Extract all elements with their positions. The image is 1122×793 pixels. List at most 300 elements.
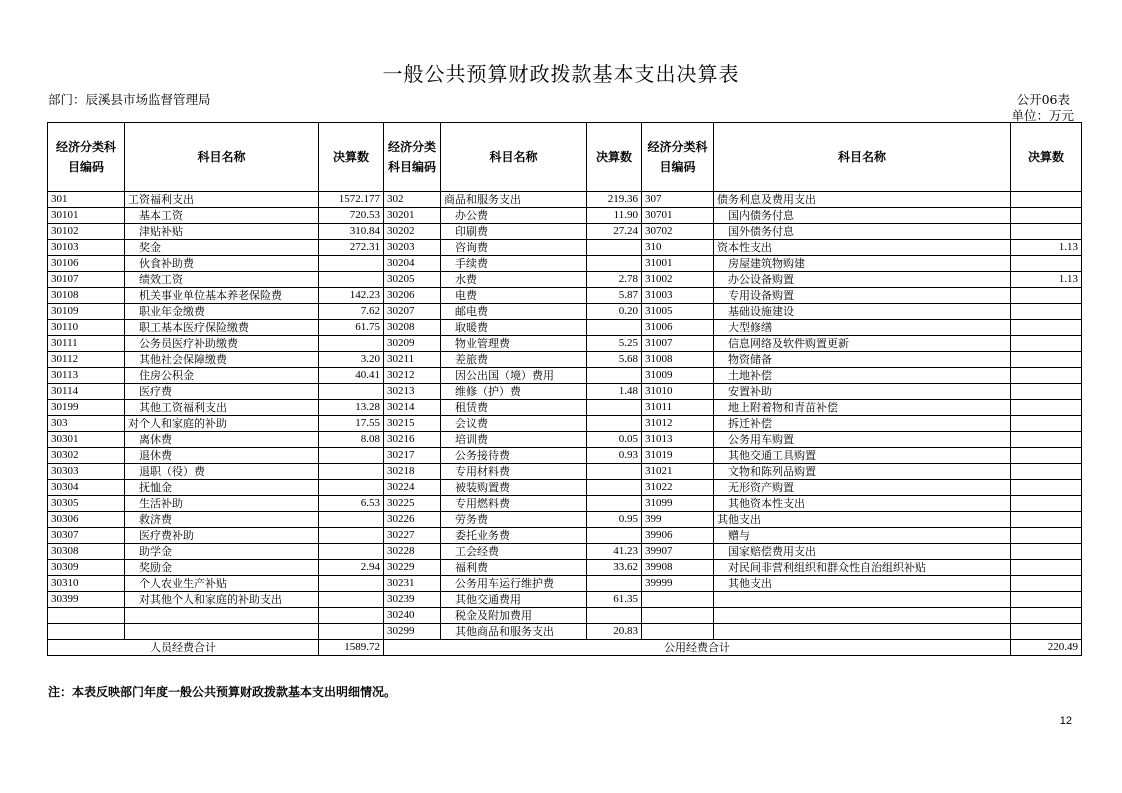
amount-cell [1011,192,1082,208]
name-cell: 邮电费 [441,304,587,320]
totals-row [48,640,1082,656]
name-cell: 津贴补贴 [125,224,319,240]
amount-cell [319,576,384,592]
amount-cell [319,608,384,624]
header-name-3: 科目名称 [714,123,1011,192]
name-cell: 福利费 [441,560,587,576]
table-row [48,512,1082,528]
name-cell: 机关事业单位基本养老保险费 [125,288,319,304]
page-title: 一般公共预算财政拨款基本支出决算表 [382,62,740,86]
unit-label: 单位：万元 [1011,108,1074,123]
name-cell: 培训费 [441,432,587,448]
name-cell [714,592,1011,608]
name-cell: 因公出国（境）费用 [441,368,587,384]
name-cell: 赠与 [714,528,1011,544]
amount-cell: 1.48 [587,384,642,400]
name-cell: 公务用车购置 [714,432,1011,448]
code-cell: 30206 [384,288,441,304]
code-cell: 30213 [384,384,441,400]
name-cell: 其他商品和服务支出 [441,624,587,640]
amount-cell [1011,544,1082,560]
name-cell [125,608,319,624]
name-cell: 地上附着物和青苗补偿 [714,400,1011,416]
table-row [48,256,1082,272]
name-cell: 工会经费 [441,544,587,560]
name-cell: 水费 [441,272,587,288]
amount-cell: 219.36 [587,192,642,208]
name-cell: 伙食补助费 [125,256,319,272]
code-cell: 30701 [642,208,714,224]
page-number: 12 [1059,715,1072,727]
amount-cell [1011,624,1082,640]
name-cell: 工资福利支出 [125,192,319,208]
code-cell: 302 [384,192,441,208]
code-cell [48,624,125,640]
code-cell: 30240 [384,608,441,624]
name-cell: 国家赔偿费用支出 [714,544,1011,560]
code-cell: 31008 [642,352,714,368]
amount-cell: 40.41 [319,368,384,384]
code-cell: 30309 [48,560,125,576]
name-cell: 医疗费 [125,384,319,400]
code-cell: 31013 [642,432,714,448]
name-cell: 生活补助 [125,496,319,512]
amount-cell: 720.53 [319,208,384,224]
amount-cell: 5.68 [587,352,642,368]
amount-cell: 61.35 [587,592,642,608]
name-cell: 差旅费 [441,352,587,368]
table-row [48,288,1082,304]
table-row [48,192,1082,208]
code-cell: 30303 [48,464,125,480]
amount-cell: 7.62 [319,304,384,320]
amount-cell [319,592,384,608]
code-cell: 30211 [384,352,441,368]
name-cell: 劳务费 [441,512,587,528]
header-code-2: 经济分类科目编码 [384,123,441,192]
amount-cell [1011,224,1082,240]
amount-cell [1011,480,1082,496]
code-cell: 30113 [48,368,125,384]
amount-cell [587,464,642,480]
code-cell: 30111 [48,336,125,352]
name-cell: 拆迁补偿 [714,416,1011,432]
code-cell: 30702 [642,224,714,240]
name-cell: 专用燃料费 [441,496,587,512]
name-cell: 其他社会保障缴费 [125,352,319,368]
amount-cell [1011,336,1082,352]
code-cell: 30201 [384,208,441,224]
amount-cell [319,256,384,272]
amount-cell [319,512,384,528]
code-cell: 30102 [48,224,125,240]
code-cell: 30305 [48,496,125,512]
code-cell: 31010 [642,384,714,400]
footnote: 注：本表反映部门年度一般公共预算财政拨款基本支出明细情况。 [48,685,397,699]
code-cell: 30199 [48,400,125,416]
amount-cell: 3.20 [319,352,384,368]
name-cell: 其他交通工具购置 [714,448,1011,464]
table-row [48,272,1082,288]
name-cell: 抚恤金 [125,480,319,496]
name-cell: 取暖费 [441,320,587,336]
table-row [48,448,1082,464]
amount-cell: 5.87 [587,288,642,304]
code-cell: 30304 [48,480,125,496]
name-cell: 对个人和家庭的补助 [125,416,319,432]
name-cell: 房屋建筑物购建 [714,256,1011,272]
name-cell: 手续费 [441,256,587,272]
table-row [48,528,1082,544]
amount-cell: 11.90 [587,208,642,224]
name-cell: 办公费 [441,208,587,224]
code-cell: 30224 [384,480,441,496]
code-cell: 30306 [48,512,125,528]
name-cell: 国外债务付息 [714,224,1011,240]
amount-cell: 6.53 [319,496,384,512]
name-cell [714,608,1011,624]
expenditure-table [47,122,1082,656]
code-cell: 30103 [48,240,125,256]
code-cell: 30302 [48,448,125,464]
amount-cell: 8.08 [319,432,384,448]
public-total-label: 公用经费合计 [384,640,1011,656]
code-cell: 30101 [48,208,125,224]
code-cell: 30208 [384,320,441,336]
name-cell: 专用材料费 [441,464,587,480]
amount-cell [1011,352,1082,368]
amount-cell [587,256,642,272]
table-row [48,352,1082,368]
code-cell: 30307 [48,528,125,544]
amount-cell [587,240,642,256]
code-cell: 30209 [384,336,441,352]
amount-cell: 2.78 [587,272,642,288]
name-cell: 奖金 [125,240,319,256]
amount-cell [1011,608,1082,624]
code-cell: 307 [642,192,714,208]
code-cell: 31099 [642,496,714,512]
name-cell: 其他资本性支出 [714,496,1011,512]
header-code-1: 经济分类科目编码 [48,123,125,192]
table-row [48,304,1082,320]
amount-cell [319,272,384,288]
amount-cell: 142.23 [319,288,384,304]
name-cell: 基础设施建设 [714,304,1011,320]
name-cell: 住房公积金 [125,368,319,384]
code-cell: 30212 [384,368,441,384]
amount-cell [319,480,384,496]
code-cell: 30310 [48,576,125,592]
amount-cell [319,624,384,640]
amount-cell [587,496,642,512]
header-amount-2: 决算数 [587,123,642,192]
code-cell: 31021 [642,464,714,480]
name-cell: 办公设备购置 [714,272,1011,288]
name-cell: 专用设备购置 [714,288,1011,304]
amount-cell: 33.62 [587,560,642,576]
code-cell: 30301 [48,432,125,448]
code-cell: 30225 [384,496,441,512]
name-cell: 印刷费 [441,224,587,240]
name-cell: 救济费 [125,512,319,528]
name-cell: 职工基本医疗保险缴费 [125,320,319,336]
code-cell: 30109 [48,304,125,320]
code-cell: 39908 [642,560,714,576]
amount-cell [319,528,384,544]
amount-cell [587,320,642,336]
table-row [48,400,1082,416]
code-cell: 30205 [384,272,441,288]
amount-cell: 0.20 [587,304,642,320]
code-cell: 30229 [384,560,441,576]
table-row [48,624,1082,640]
table-row [48,544,1082,560]
table-row [48,368,1082,384]
code-cell: 310 [642,240,714,256]
amount-cell: 0.93 [587,448,642,464]
code-cell: 31009 [642,368,714,384]
amount-cell: 1572.177 [319,192,384,208]
amount-cell [587,608,642,624]
code-cell: 30207 [384,304,441,320]
amount-cell [319,544,384,560]
name-cell: 奖励金 [125,560,319,576]
code-cell: 30231 [384,576,441,592]
code-cell: 39906 [642,528,714,544]
name-cell: 基本工资 [125,208,319,224]
name-cell: 被装购置费 [441,480,587,496]
code-cell: 30203 [384,240,441,256]
code-cell: 30204 [384,256,441,272]
code-cell: 39999 [642,576,714,592]
table-row [48,560,1082,576]
table-row [48,224,1082,240]
name-cell: 安置补助 [714,384,1011,400]
amount-cell: 1.13 [1011,272,1082,288]
name-cell: 对民间非营利组织和群众性自治组织补贴 [714,560,1011,576]
table-row [48,240,1082,256]
amount-cell [1011,304,1082,320]
code-cell: 31006 [642,320,714,336]
code-cell: 30110 [48,320,125,336]
name-cell: 其他工资福利支出 [125,400,319,416]
name-cell [714,624,1011,640]
amount-cell [587,400,642,416]
header-name-2: 科目名称 [441,123,587,192]
code-cell: 30217 [384,448,441,464]
amount-cell: 61.75 [319,320,384,336]
amount-cell: 1.13 [1011,240,1082,256]
amount-cell: 13.28 [319,400,384,416]
code-cell: 31012 [642,416,714,432]
name-cell: 信息网络及软件购置更新 [714,336,1011,352]
amount-cell: 0.95 [587,512,642,528]
amount-cell [1011,528,1082,544]
code-cell: 30114 [48,384,125,400]
name-cell: 个人农业生产补贴 [125,576,319,592]
table-row [48,416,1082,432]
name-cell: 税金及附加费用 [441,608,587,624]
code-cell: 31005 [642,304,714,320]
code-cell [642,624,714,640]
code-cell [48,608,125,624]
code-cell: 30107 [48,272,125,288]
amount-cell [1011,432,1082,448]
code-cell: 399 [642,512,714,528]
name-cell: 退休费 [125,448,319,464]
code-cell: 31007 [642,336,714,352]
table-row [48,608,1082,624]
code-cell: 39907 [642,544,714,560]
table-row [48,496,1082,512]
amount-cell [587,416,642,432]
amount-cell: 5.25 [587,336,642,352]
amount-cell [1011,560,1082,576]
name-cell: 委托业务费 [441,528,587,544]
table-row [48,384,1082,400]
name-cell: 对其他个人和家庭的补助支出 [125,592,319,608]
table-row [48,576,1082,592]
public-total-value: 220.49 [1011,640,1082,656]
code-cell: 31002 [642,272,714,288]
form-number: 公开06表 [1016,92,1070,107]
name-cell: 咨询费 [441,240,587,256]
name-cell: 其他支出 [714,512,1011,528]
table-row [48,336,1082,352]
personnel-total-label: 人员经费合计 [48,640,319,656]
amount-cell [1011,400,1082,416]
amount-cell [1011,256,1082,272]
amount-cell [587,576,642,592]
code-cell: 31003 [642,288,714,304]
amount-cell: 17.55 [319,416,384,432]
name-cell: 资本性支出 [714,240,1011,256]
code-cell: 30202 [384,224,441,240]
amount-cell [587,528,642,544]
amount-cell: 0.05 [587,432,642,448]
name-cell: 物资储备 [714,352,1011,368]
amount-cell [1011,368,1082,384]
table-row [48,320,1082,336]
code-cell: 31019 [642,448,714,464]
amount-cell [1011,208,1082,224]
amount-cell: 272.31 [319,240,384,256]
code-cell: 30216 [384,432,441,448]
amount-cell [587,480,642,496]
header-amount-1: 决算数 [319,123,384,192]
code-cell: 30214 [384,400,441,416]
table-row [48,480,1082,496]
name-cell: 商品和服务支出 [441,192,587,208]
name-cell: 文物和陈列品购置 [714,464,1011,480]
amount-cell: 20.83 [587,624,642,640]
code-cell [642,608,714,624]
name-cell: 无形资产购置 [714,480,1011,496]
code-cell: 30399 [48,592,125,608]
amount-cell [319,448,384,464]
table-header-row [48,123,1082,192]
name-cell: 大型修缮 [714,320,1011,336]
table-row [48,592,1082,608]
amount-cell [1011,512,1082,528]
name-cell [125,624,319,640]
code-cell: 30239 [384,592,441,608]
name-cell: 电费 [441,288,587,304]
code-cell: 303 [48,416,125,432]
department-label: 部门：辰溪县市场监督管理局 [48,92,211,107]
personnel-total-value: 1589.72 [319,640,384,656]
name-cell: 公务员医疗补助缴费 [125,336,319,352]
amount-cell: 310.84 [319,224,384,240]
code-cell: 30227 [384,528,441,544]
amount-cell [1011,416,1082,432]
name-cell: 退职（役）费 [125,464,319,480]
header-name-1: 科目名称 [125,123,319,192]
name-cell: 助学金 [125,544,319,560]
code-cell: 31011 [642,400,714,416]
code-cell: 30108 [48,288,125,304]
header-amount-3: 决算数 [1011,123,1082,192]
amount-cell [1011,288,1082,304]
amount-cell [1011,496,1082,512]
code-cell: 30218 [384,464,441,480]
name-cell: 医疗费补助 [125,528,319,544]
name-cell: 物业管理费 [441,336,587,352]
amount-cell: 27.24 [587,224,642,240]
name-cell: 租赁费 [441,400,587,416]
amount-cell [1011,320,1082,336]
amount-cell [1011,464,1082,480]
table-row [48,208,1082,224]
header-code-3: 经济分类科目编码 [642,123,714,192]
amount-cell [1011,576,1082,592]
code-cell: 31022 [642,480,714,496]
code-cell: 30308 [48,544,125,560]
code-cell: 30106 [48,256,125,272]
name-cell: 职业年金缴费 [125,304,319,320]
code-cell: 30299 [384,624,441,640]
code-cell [642,592,714,608]
amount-cell [319,336,384,352]
amount-cell [319,384,384,400]
name-cell: 会议费 [441,416,587,432]
name-cell: 其他交通费用 [441,592,587,608]
name-cell: 绩效工资 [125,272,319,288]
amount-cell [1011,384,1082,400]
code-cell: 30112 [48,352,125,368]
amount-cell [587,368,642,384]
amount-cell: 2.94 [319,560,384,576]
amount-cell [1011,448,1082,464]
name-cell: 公务接待费 [441,448,587,464]
code-cell: 30228 [384,544,441,560]
code-cell: 301 [48,192,125,208]
name-cell: 国内债务付息 [714,208,1011,224]
amount-cell [1011,592,1082,608]
code-cell: 31001 [642,256,714,272]
name-cell: 其他支出 [714,576,1011,592]
table-row [48,432,1082,448]
table-row [48,464,1082,480]
name-cell: 维修（护）费 [441,384,587,400]
name-cell: 债务利息及费用支出 [714,192,1011,208]
name-cell: 公务用车运行维护费 [441,576,587,592]
amount-cell [319,464,384,480]
code-cell: 30215 [384,416,441,432]
code-cell: 30226 [384,512,441,528]
name-cell: 土地补偿 [714,368,1011,384]
